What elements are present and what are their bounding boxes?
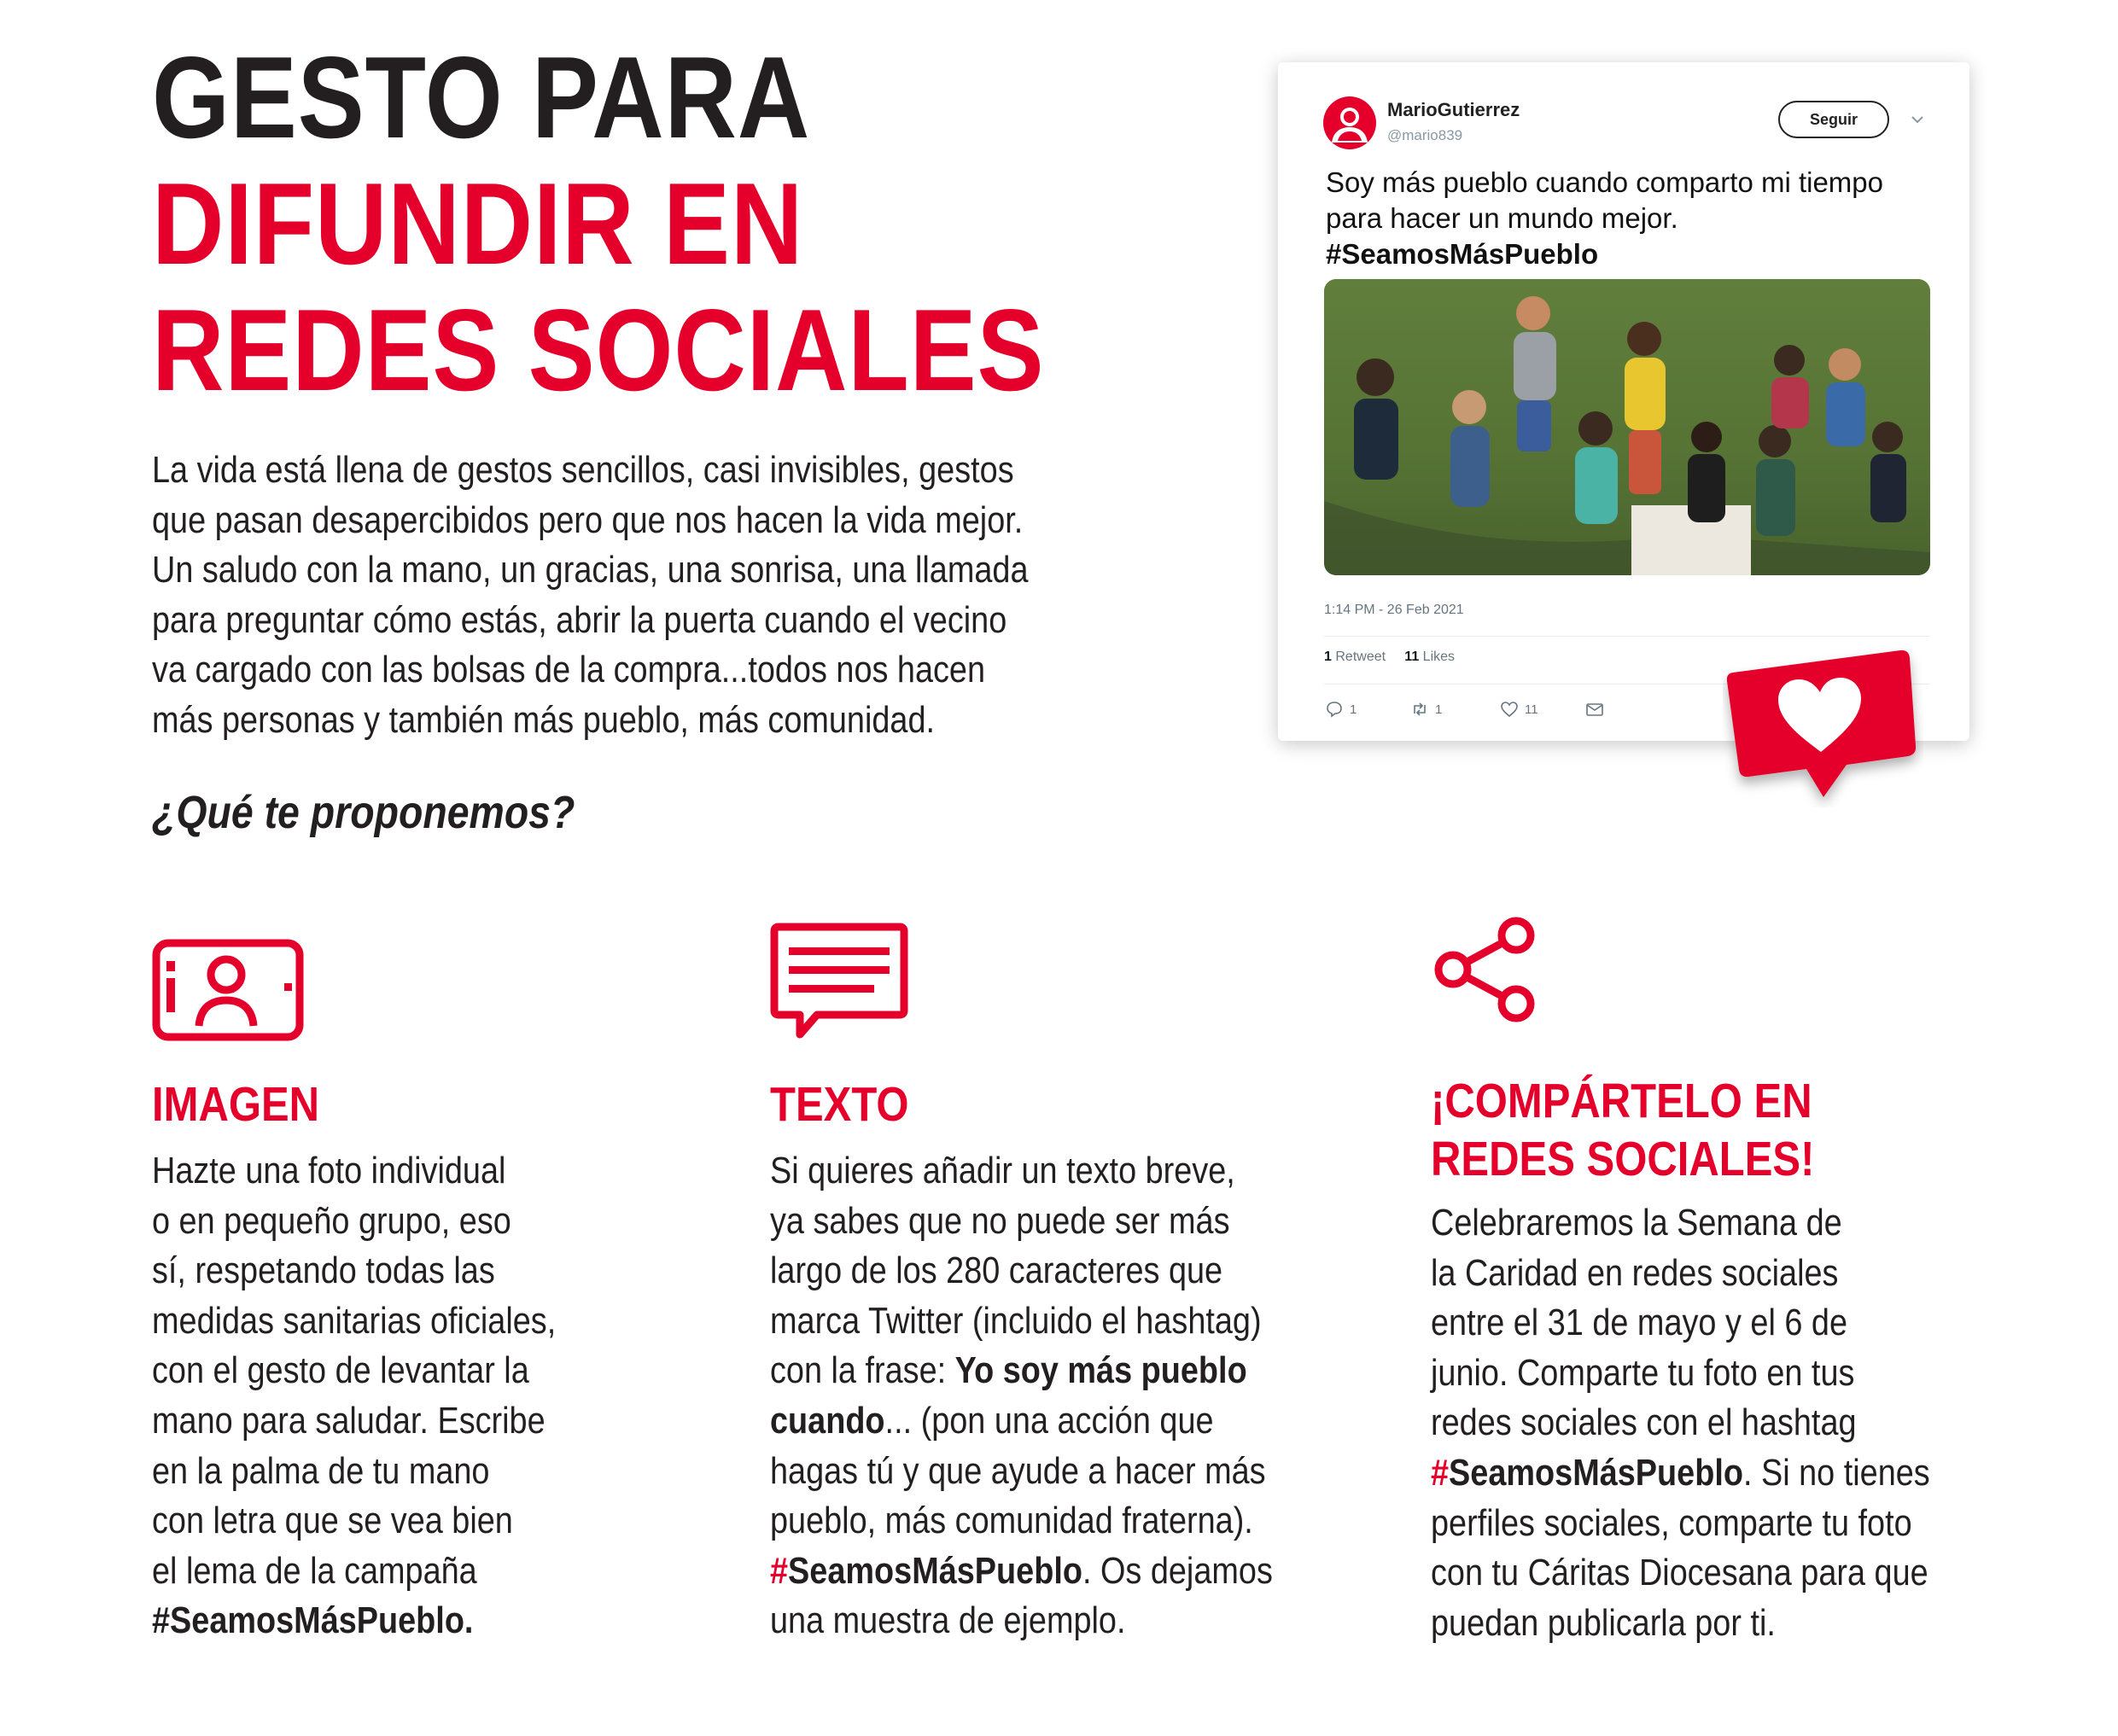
compartelo-line6-post: . Si no tienes [1742,1451,1930,1494]
texto-hashtag: SeamosMásPueblo [788,1549,1082,1592]
tweet-text-line: Soy más pueblo cuando comparto mi tiempo [1326,166,1884,198]
texto-line: largo de los 280 caracteres que [770,1250,1223,1292]
tweet-photo[interactable] [1324,279,1930,575]
title-line-1: GESTO PARA [152,32,811,162]
texto-heading-text: TEXTO [770,1077,909,1132]
texto-phrase-bold-2: cuando [770,1399,885,1442]
like-action-count: 11 [1525,702,1538,717]
tweet-text [1326,165,1940,272]
like-icon [1499,699,1520,719]
like-button[interactable] [1499,699,1538,719]
retweet-icon [1409,699,1430,719]
compartelo-line: la Caridad en redes sociales [1431,1251,1839,1294]
intro-line: La vida está llena de gestos sencillos, casi invisibles, gestos [152,449,1014,491]
reply-icon [1324,699,1345,719]
imagen-line: el lema de la campaña [152,1549,477,1592]
compartelo-line [1431,1448,1930,1499]
imagen-heading-text: IMAGEN [152,1077,320,1132]
reply-count: 1 [1350,702,1357,717]
likes-count[interactable]: 11 [1404,650,1420,664]
tweet-card [1278,62,1969,741]
texto-line [770,1346,1273,1396]
compartelo-line: entre el 31 de mayo y el 6 de [1431,1302,1848,1344]
texto-line [770,1547,1273,1597]
texto-line: hagas tú y que ayude a hacer más [770,1449,1266,1492]
intro-line: para preguntar cómo estás, abrir la puerta cuando el vecino [152,598,1007,641]
title-line-3: REDES SOCIALES [152,285,1045,415]
texto-line: pueblo, más comunidad fraterna). [770,1500,1253,1542]
title-line-2: DIFUNDIR EN [152,159,804,288]
page-title [152,34,1190,413]
chevron-down-icon[interactable] [1908,110,1927,129]
question-text: ¿Qué te proponemos? [152,787,575,838]
imagen-line: medidas sanitarias oficiales, [152,1299,557,1342]
group-photo-image [1324,279,1930,575]
share-icon [1431,913,1542,1024]
texto-body [770,1146,1355,1646]
texto-phrase-bold: Yo soy más pueblo [954,1349,1247,1392]
avatar[interactable] [1323,96,1376,149]
retweet-label[interactable]: Retweet [1335,650,1386,664]
tweet-hashtag[interactable]: #SeamosMásPueblo [1326,238,1599,270]
follow-button[interactable]: Seguir [1778,101,1889,138]
retweet-count[interactable]: 1 [1324,650,1332,664]
compartelo-heading [1431,1072,1877,1188]
compartelo-heading-line: ¡COMPÁRTELO EN [1431,1074,1812,1128]
divider [1324,636,1930,637]
question-heading [152,785,644,840]
imagen-body [152,1146,621,1646]
texto-line5-pre: con la frase: [770,1349,955,1392]
retweet-button[interactable] [1409,699,1442,719]
hash-symbol: # [1431,1451,1450,1494]
texto-line: una muestra de ejemplo. [770,1599,1126,1642]
texto-line: marca Twitter (incluido el hashtag) [770,1299,1262,1342]
message-icon [770,922,908,1041]
texto-line: Si quieres añadir un texto breve, [770,1150,1235,1191]
texto-line9-post: . Os dejamos [1082,1549,1273,1592]
message-icon [1584,699,1605,719]
texto-heading [770,1075,931,1133]
compartelo-line: Celebraremos la Semana de [1431,1202,1842,1244]
imagen-hashtag-line [152,1596,556,1646]
hash-symbol: # [770,1549,789,1592]
compartelo-body [1431,1198,2011,1648]
texto-line6-post: ... (pon una acción que [884,1399,1214,1442]
reply-button[interactable] [1324,699,1357,719]
compartelo-hashtag: SeamosMásPueblo [1449,1451,1743,1494]
imagen-hashtag: #SeamosMásPueblo. [152,1599,474,1642]
compartelo-line: con tu Cáritas Diocesana para que [1431,1552,1928,1594]
texto-line: ya sabes que no puede ser más [770,1199,1230,1242]
heart-badge-icon [1723,645,1923,807]
likes-label[interactable]: Likes [1422,650,1456,664]
message-button[interactable] [1584,699,1605,719]
imagen-line: con el gesto de levantar la [152,1349,529,1392]
imagen-line: sí, respetando todas las [152,1250,495,1292]
compartelo-heading-line: REDES SOCIALES! [1431,1132,1815,1186]
compartelo-line: redes sociales con el hashtag [1431,1401,1857,1444]
tweet-author-name[interactable]: MarioGutierrez [1387,99,1520,120]
imagen-heading [152,1075,347,1133]
imagen-line: Hazte una foto individual [152,1150,506,1191]
tweet-timestamp[interactable]: 1:14 PM - 26 Feb 2021 [1324,603,1464,617]
texto-line [770,1396,1273,1447]
intro-line: Un saludo con la mano, un gracias, una sonrisa, una llamada [152,549,1029,591]
imagen-line: mano para saludar. Escribe [152,1399,546,1442]
compartelo-line: puedan publicarla por ti. [1431,1601,1776,1644]
tweet-stats [1324,650,1455,665]
user-icon [1323,96,1376,149]
imagen-line: con letra que se vea bien [152,1500,513,1542]
compartelo-line: perfiles sociales, comparte tu foto [1431,1501,1912,1544]
id-card-icon [152,939,304,1041]
intro-paragraph [152,446,1262,745]
intro-line: va cargado con las bolsas de la compra...todos nos hacen [152,649,986,690]
intro-line: más personas y también más pueblo, más comunidad. [152,698,936,741]
tweet-text-line: para hacer un mundo mejor. [1326,202,1678,234]
compartelo-line: junio. Comparte tu foto en tus [1431,1351,1855,1394]
retweet-action-count: 1 [1435,702,1443,717]
intro-line: que pasan desapercibidos pero que nos hacen la vida mejor. [152,498,1024,541]
tweet-author-handle[interactable]: @mario839 [1387,127,1463,143]
imagen-line: en la palma de tu mano [152,1449,490,1492]
imagen-line: o en pequeño grupo, eso [152,1199,511,1242]
